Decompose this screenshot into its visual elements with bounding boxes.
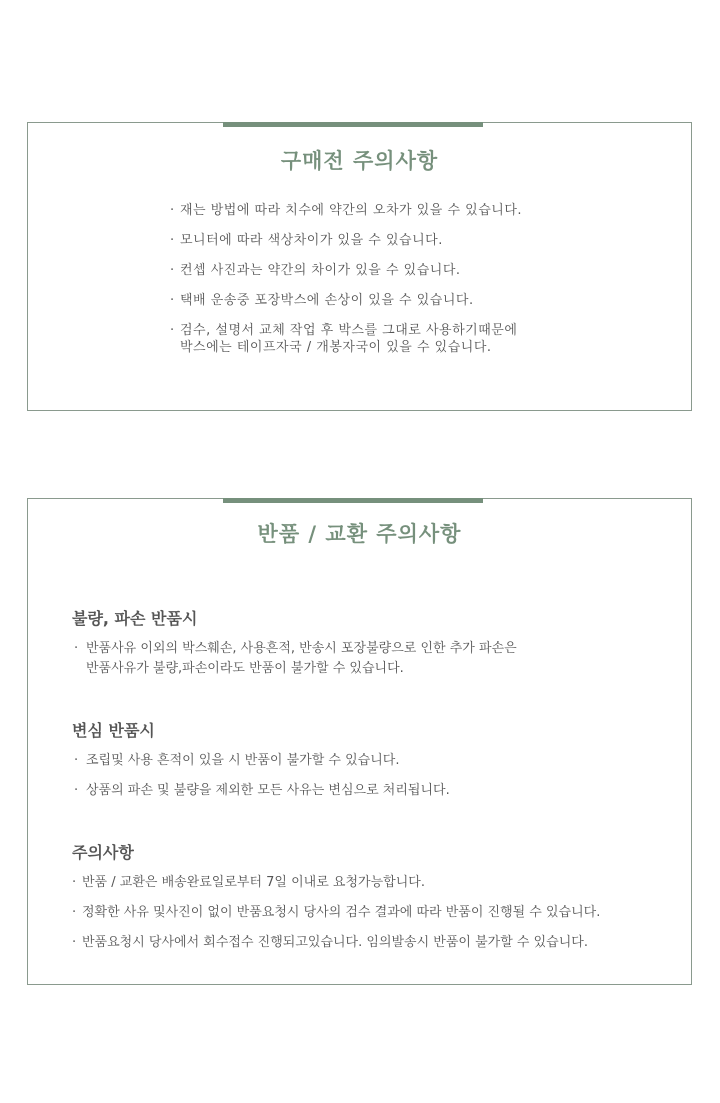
- list-item: · 조립및 사용 흔적이 있을 시 반품이 불가할 수 있습니다.: [72, 751, 450, 771]
- return-exchange-title: 반품 / 교환 주의사항: [257, 522, 462, 546]
- defect-return-section: [72, 606, 517, 689]
- section-heading: 변심 반품시: [72, 721, 155, 740]
- return-exchange-notice-box: [27, 498, 692, 985]
- list-item: · 상품의 파손 및 불량을 제외한 모든 사유는 변심으로 처리됩니다.: [72, 781, 450, 801]
- accent-bar: [223, 122, 483, 127]
- change-of-mind-section: [72, 718, 450, 811]
- list-item: · 재는 방법에 따라 치수에 약간의 오차가 있을 수 있습니다.: [170, 202, 522, 219]
- before-purchase-list: [170, 202, 522, 369]
- before-purchase-notice-box: [27, 122, 692, 411]
- section-heading: 불량, 파손 반품시: [72, 609, 198, 628]
- list-item: · 모니터에 따라 색상차이가 있을 수 있습니다.: [170, 232, 522, 249]
- section-heading: 주의사항: [72, 843, 134, 862]
- list-item: · 반품사유 이외의 박스훼손, 사용흔적, 반송시 포장불량으로 인한 추가 파손은 반품사유가 불량,파손이라도 반품이 불가할 수 있습니다.: [72, 639, 517, 679]
- list-item: · 반품요청시 당사에서 회수접수 진행되고있습니다. 임의발송시 반품이 불가할 수 있습니다.: [72, 933, 600, 953]
- list-item: · 반품 / 교환은 배송완료일로부터 7일 이내로 요청가능합니다.: [72, 873, 600, 893]
- list-item: · 검수, 설명서 교체 작업 후 박스를 그대로 사용하기때문에 박스에는 테이프자국 / 개봉자국이 있을 수 있습니다.: [170, 322, 522, 356]
- list-item: · 택배 운송중 포장박스에 손상이 있을 수 있습니다.: [170, 292, 522, 309]
- before-purchase-title: 구매전 주의사항: [280, 149, 439, 173]
- list-item: · 정확한 사유 및사진이 없이 반품요청시 당사의 검수 결과에 따라 반품이 진행될 수 있습니다.: [72, 903, 600, 923]
- accent-bar: [223, 498, 483, 503]
- caution-section: [72, 840, 600, 963]
- list-item: · 컨셉 사진과는 약간의 차이가 있을 수 있습니다.: [170, 262, 522, 279]
